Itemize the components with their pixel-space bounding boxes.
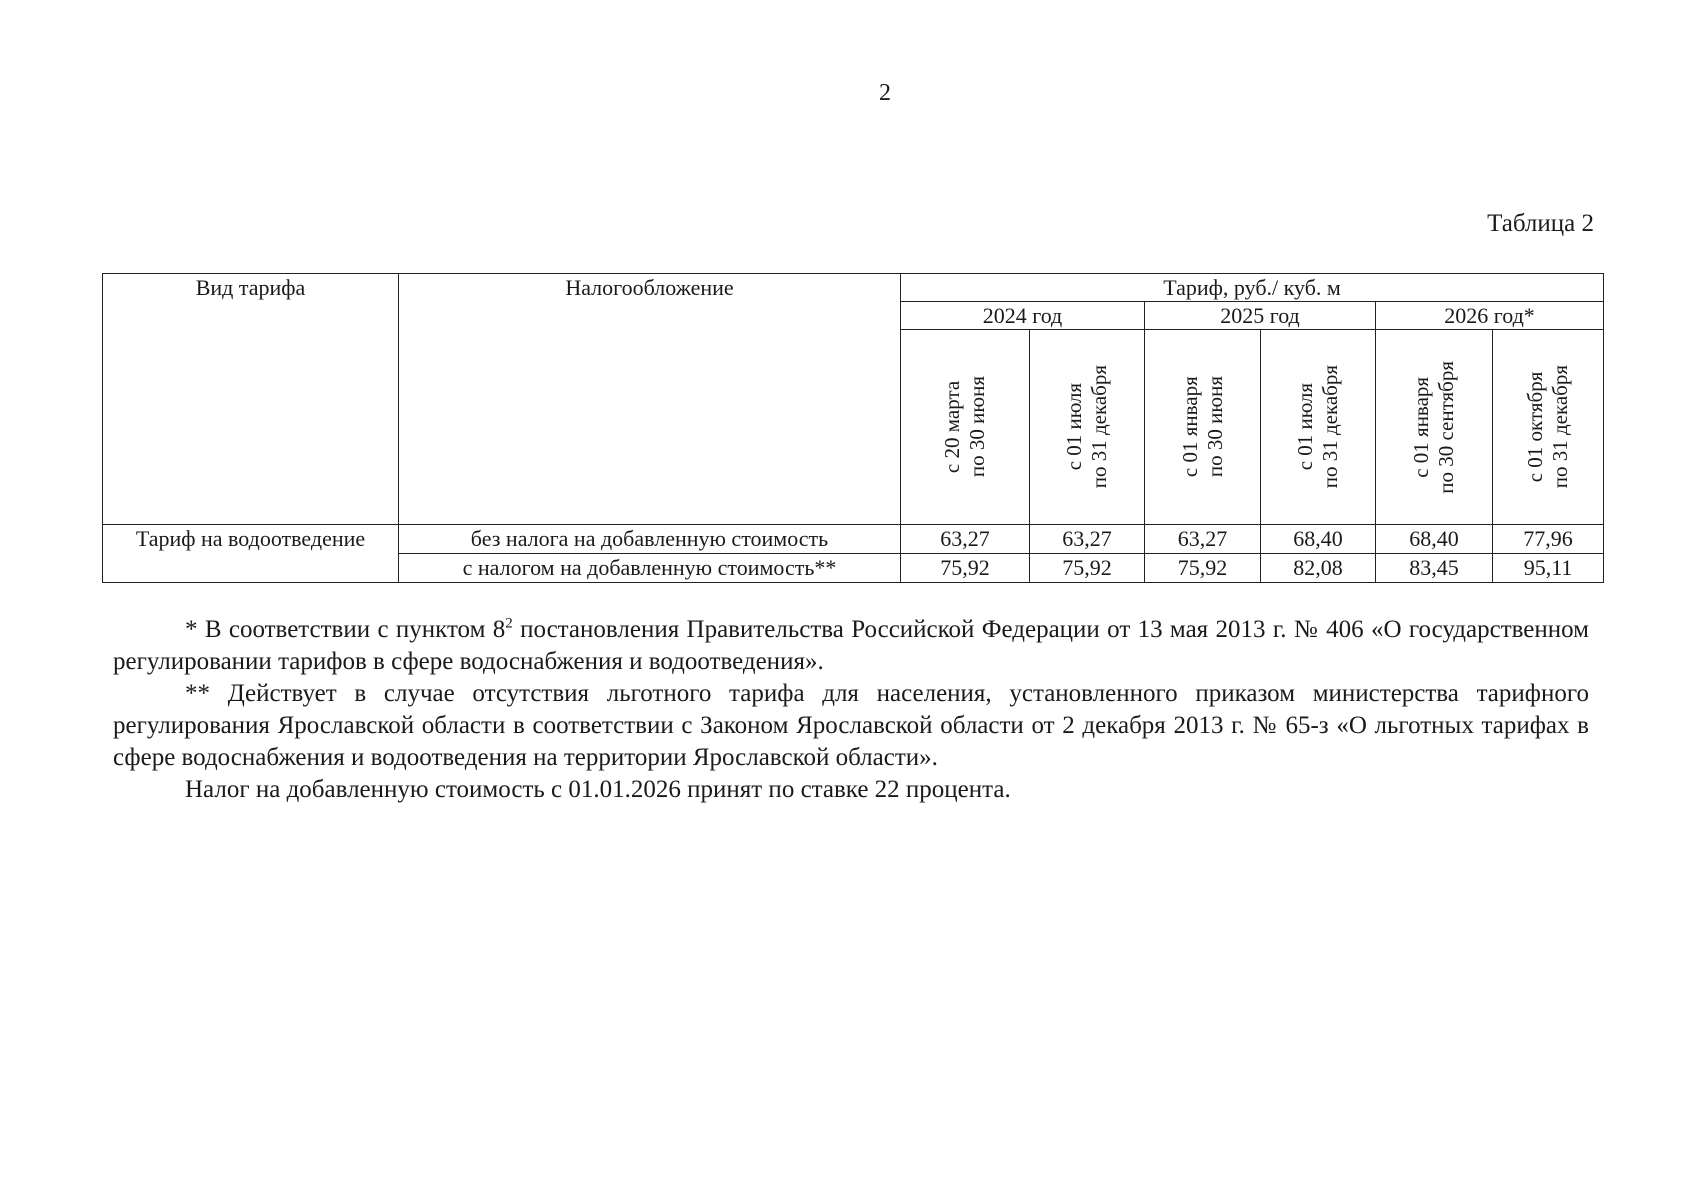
period-line: с 01 октября	[1523, 371, 1548, 483]
value-cell: 83,45	[1376, 554, 1493, 583]
table-caption: Таблица 2	[1487, 210, 1594, 237]
table-row	[103, 525, 1604, 554]
header-taxation: Налогообложение	[399, 274, 901, 525]
header-tariff-unit: Тариф, руб./ куб. м	[901, 274, 1604, 302]
vat-note: Налог на добавленную стоимость с 01.01.2026 принят по ставке 22 процента.	[185, 776, 1011, 803]
header-year-2026: 2026 год*	[1376, 302, 1604, 330]
value-cell: 63,27	[1030, 525, 1145, 554]
value-cell: 63,27	[1145, 525, 1261, 554]
tariff-table	[102, 273, 1604, 583]
header-period	[1376, 330, 1493, 525]
period-line: по 31 декабря	[1548, 365, 1573, 489]
tariff-name-cell: Тариф на водоотведение	[103, 525, 399, 583]
value-cell: 82,08	[1261, 554, 1376, 583]
value-cell: 77,96	[1493, 525, 1604, 554]
period-line: по 31 декабря	[1318, 365, 1342, 489]
header-period	[1030, 330, 1145, 525]
taxation-cell: с налогом на добавленную стоимость**	[399, 554, 901, 583]
period-line: по 30 июня	[1202, 376, 1227, 478]
period-line: с 01 января	[1409, 376, 1433, 478]
header-period	[1145, 330, 1261, 525]
value-cell: 95,11	[1493, 554, 1604, 583]
value-cell: 68,40	[1376, 525, 1493, 554]
header-period	[901, 330, 1030, 525]
value-cell: 75,92	[1145, 554, 1261, 583]
footnote-text: * В соответствии с пунктом 8	[185, 616, 506, 643]
footnotes	[113, 614, 1589, 806]
value-cell: 75,92	[1030, 554, 1145, 583]
header-year-2025: 2025 год	[1145, 302, 1376, 330]
period-line: по 31 декабря	[1087, 365, 1111, 489]
period-line: с 01 июля	[1062, 383, 1086, 471]
value-cell: 75,92	[901, 554, 1030, 583]
page-number: 2	[879, 80, 891, 106]
value-cell: 68,40	[1261, 525, 1376, 554]
value-cell: 63,27	[901, 525, 1030, 554]
footnote-superscript: 2	[505, 615, 513, 632]
period-line: по 30 июня	[965, 376, 989, 478]
period-line: с 01 июля	[1293, 383, 1317, 471]
footnote-double-star: ** Действует в случае отсутствия льготного тарифа для населения, установленного приказом министерства тарифного регулирования Ярославской области в соответствии с Законом Ярославской области от 2 декабря 2013 г. № 65-з «О льготных тарифах в сфере водоснабжения и водоотведения на территории Ярославской области».	[113, 680, 1589, 771]
period-line: с 01 января	[1177, 376, 1202, 478]
footnote-single-star	[113, 614, 1589, 678]
period-line: с 20 марта	[940, 380, 964, 474]
header-tariff-type: Вид тарифа	[103, 274, 399, 525]
footnote-text: постановления Правительства Российской Федерации от 13 мая 2013 г. № 406 «О государственном регулировании тарифов в сфере водоснабжения и водоотведения».	[113, 616, 1590, 675]
header-period	[1261, 330, 1376, 525]
taxation-cell: без налога на добавленную стоимость	[399, 525, 901, 554]
header-period	[1493, 330, 1604, 525]
period-line: по 30 сентября	[1434, 360, 1458, 494]
header-year-2024: 2024 год	[901, 302, 1145, 330]
